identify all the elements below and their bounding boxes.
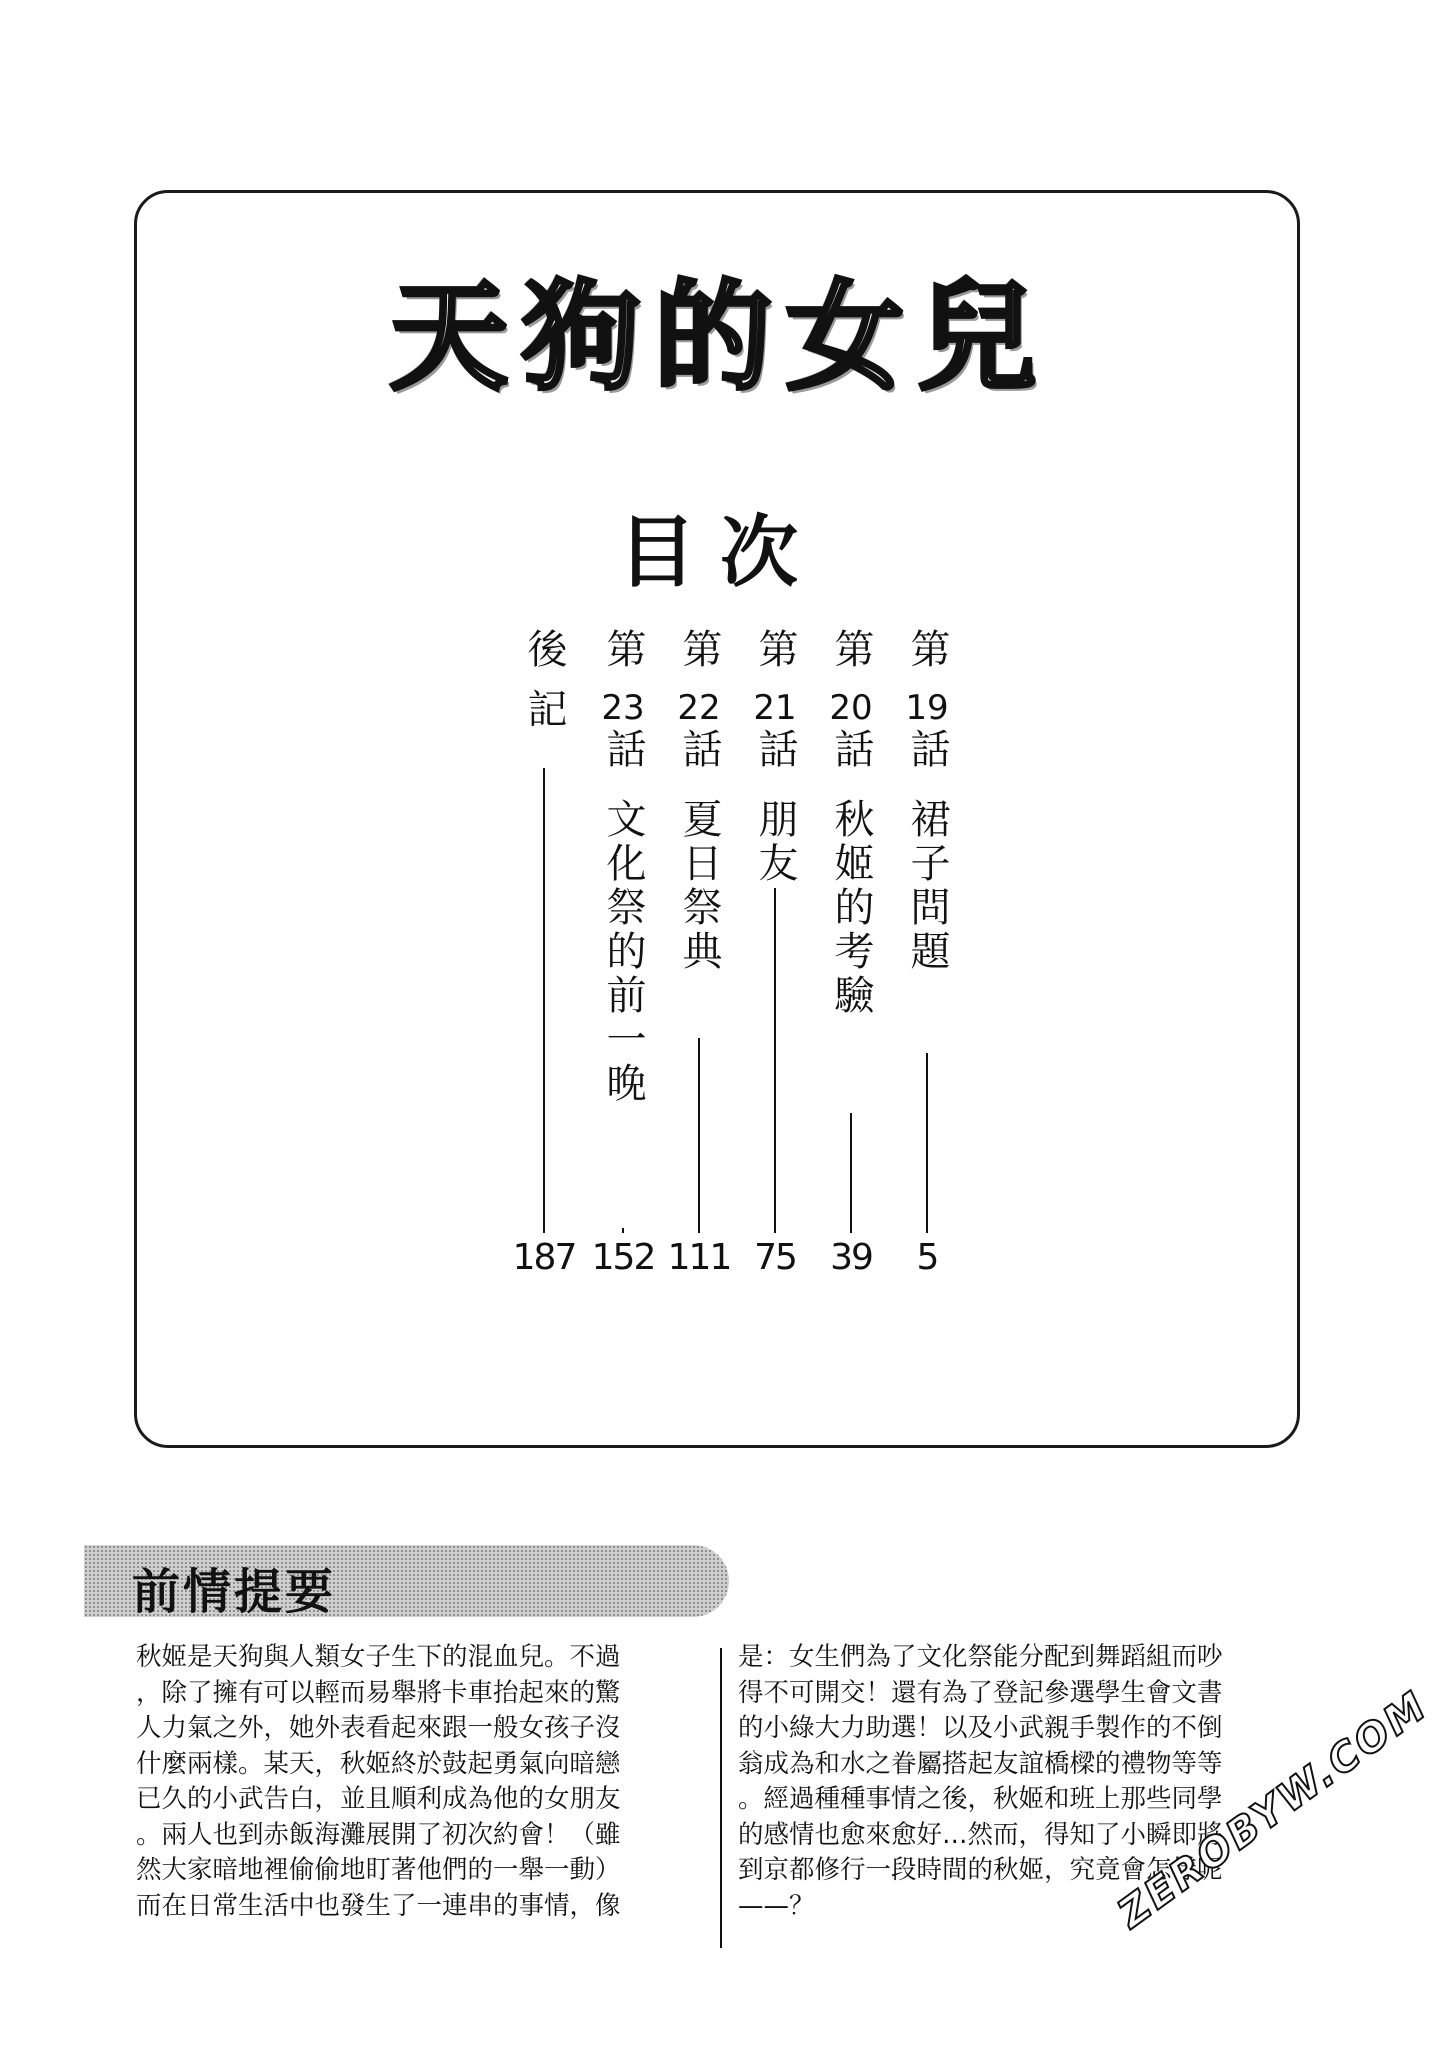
toc-entry-chapter-21[interactable] — [745, 628, 805, 1278]
summary-heading: 前情提要 — [132, 1564, 337, 1620]
chapter-number: 23 — [601, 688, 645, 728]
chapter-suffix: 話 — [828, 728, 874, 770]
chapter-title: 朋友 — [752, 798, 798, 886]
chapter-label: 第 — [828, 628, 874, 670]
leader-line — [850, 1113, 852, 1233]
summary-divider — [720, 1648, 722, 1948]
chapter-label: 第 — [904, 628, 950, 670]
summary-text-right: 是：女生們為了文化祭能分配到舞蹈組而吵 得不可開交！還有為了登記參選學生會文書 的小綠大力助選！以及小武親手製作的不倒 翁成為和水之眷屬搭起友誼橋樑的禮物等等 。經過種種事情之後，秋姬和班上那些同學 的感情也愈來愈好…然而，得知了小瞬即將 到京都修行一段時間的秋姬，究竟會怎樣呢 ——？ — [738, 1642, 1223, 1921]
chapter-title: 裙子問題 — [904, 798, 950, 974]
leader-line — [622, 1228, 624, 1233]
chapter-number: 19 — [905, 688, 949, 728]
page-number: 111 — [667, 1237, 731, 1278]
chapter-title: 夏日祭典 — [676, 798, 722, 974]
leader-line — [926, 1053, 928, 1233]
page-number: 187 — [512, 1237, 576, 1278]
chapter-title: 秋姬的考驗 — [828, 798, 874, 1018]
chapter-suffix: 話 — [600, 728, 646, 770]
chapter-suffix: 話 — [752, 728, 798, 770]
chapter-label: 第 — [752, 628, 798, 670]
watermark-text: ZEROBYW.COM — [1110, 1682, 1437, 1938]
toc-entry-chapter-22[interactable] — [669, 628, 729, 1278]
chapter-title: 文化祭的前一晚 — [600, 798, 646, 1106]
toc-entry-afterword[interactable] — [514, 628, 574, 1278]
chapter-suffix: 話 — [904, 728, 950, 770]
toc-entry-chapter-23[interactable] — [593, 628, 653, 1278]
chapter-label: 第 — [600, 628, 646, 670]
page-number: 5 — [916, 1237, 938, 1278]
chapter-number: 21 — [753, 688, 797, 728]
page-number: 152 — [591, 1237, 655, 1278]
summary-banner — [84, 1545, 729, 1620]
toc-heading: 目次 — [617, 507, 822, 598]
leader-line — [774, 888, 776, 1233]
book-title: 天狗的女兒 — [389, 267, 1050, 406]
toc-entry-chapter-19[interactable] — [897, 628, 957, 1278]
chapter-label: 第 — [676, 628, 722, 670]
chapter-number: 22 — [677, 688, 721, 728]
chapter-suffix: 話 — [676, 728, 722, 770]
chapter-number: 20 — [829, 688, 873, 728]
page-number: 75 — [754, 1237, 796, 1278]
leader-line — [543, 768, 545, 1233]
leader-line — [698, 1038, 700, 1233]
toc-entry-chapter-20[interactable] — [821, 628, 881, 1278]
afterword-label: 後記 — [521, 628, 567, 748]
page-number: 39 — [830, 1237, 872, 1278]
summary-text-left: 秋姬是天狗與人類女子生下的混血兒。不過 ，除了擁有可以輕而易舉將卡車抬起來的驚 人力氣之外，她外表看起來跟一般女孩子沒 什麼兩樣。某天，秋姬終於鼓起勇氣向暗戀 已久的小武告白，並且順利成為他的女朋友 。兩人也到赤飯海灘展開了初次約會！（雖 然大家暗地裡偷偷地盯著他們的一舉一動） 而在日常生活中也發生了一連串的事情，像 — [136, 1642, 621, 1921]
